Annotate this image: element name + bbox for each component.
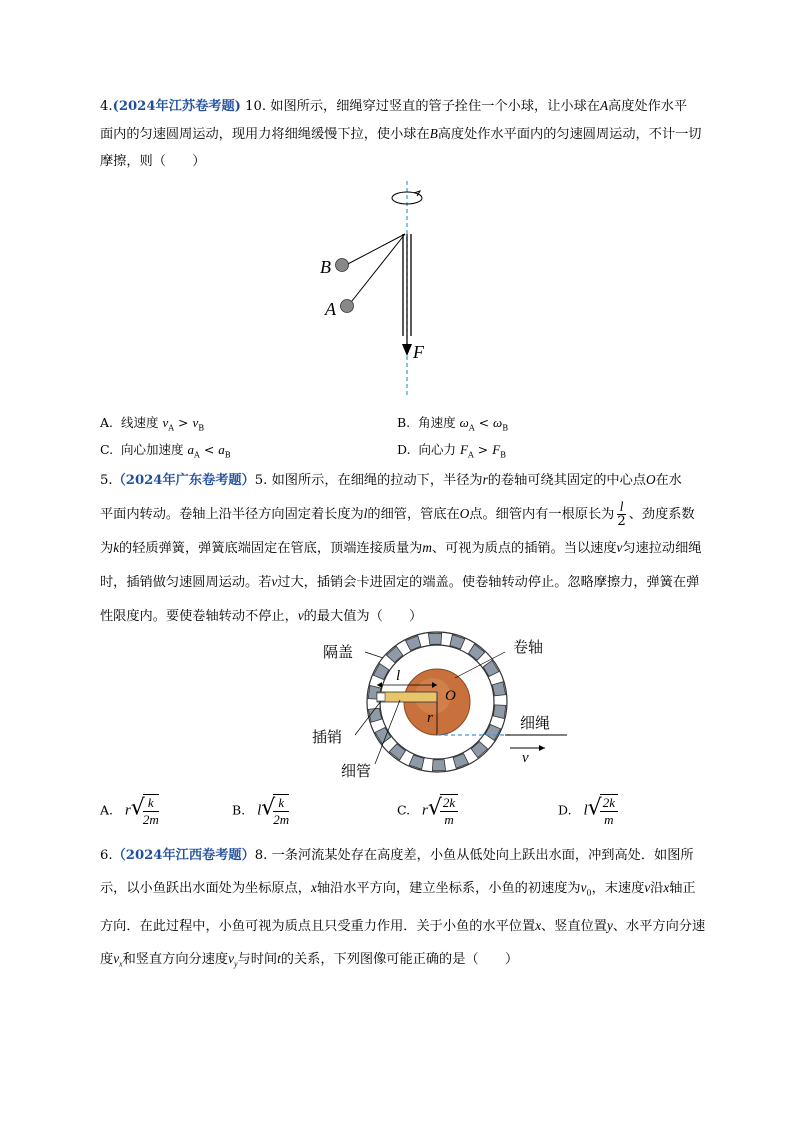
question-source: (2024年江苏卷考题): [112, 99, 241, 114]
figure-reel: [305, 630, 575, 780]
label-reel: 卷轴: [513, 638, 544, 656]
q5-option-d[interactable]: D. l√ $\frac{2k}{m}$: [558, 794, 618, 828]
question-number: 4.: [100, 99, 113, 114]
label-cover: 隔盖: [323, 643, 354, 661]
cover-tooth: [432, 760, 445, 771]
q4-option-c[interactable]: C. 向心加速度 $a_A < a_B$: [100, 442, 231, 460]
force-arrowhead: [402, 344, 412, 356]
label-tube: 细管: [341, 762, 372, 780]
q5-option-c[interactable]: C. r√ $\frac{2k}{m}$: [397, 794, 458, 828]
q5-option-a[interactable]: A. r√ $\frac{k}{2m}$: [100, 795, 159, 827]
q5-option-b[interactable]: B. l√ $\frac{k}{2m}$: [232, 795, 290, 827]
ball-B: [336, 259, 349, 272]
q4-option-d[interactable]: D. 向心力 $F_A > F_B$: [397, 442, 507, 460]
pin: [377, 693, 385, 701]
figure-ball-on-string: [300, 176, 440, 406]
cover-tooth: [493, 705, 506, 719]
label-A: A: [325, 299, 336, 319]
ball-A: [341, 300, 354, 313]
label-v: v: [522, 750, 529, 766]
question-6-stem: 6.（2024年江西卷考题）8. 一条河流某处存在高度差，小鱼从低处向上跃出水面，冲到高处．如图所 示，以小鱼跃出水面处为坐标原点，x轴沿水平方向，建立坐标系，小鱼的初速度为$v_0$，末速度v沿x轴正 方向．在此过程中，小鱼可视为质点且只受重力作用．关于小鱼的水平位置x、竖直位置y、水平方向分速 度$v_x$和竖直方向分速度$v_y$与时间t的关系，下列图像可能正确的是（ ）: [100, 848, 706, 969]
label-O: O: [445, 688, 456, 704]
label-r: r: [427, 710, 433, 726]
label-rope: 细绳: [520, 714, 551, 732]
string-A: [348, 234, 405, 306]
question-source: （2024年广东卷考题）: [112, 473, 255, 488]
question-source: （2024年江西卷考题）: [112, 848, 255, 863]
question-4-stem: 4.(2024年江苏卷考题) 10. 如图所示，细绳穿过竖直的管子拴住一个小球，让小球在A高度处作水平 面内的匀速圆周运动，现用力将细绳缓慢下拉，使小球在B高度处作水平面内的匀速圆周运动，不计一切 摩擦，则（ ）: [100, 98, 702, 169]
question-5-stem: 5.（2024年广东卷考题）5. 如图所示，在细绳的拉动下，半径为r的卷轴可绕其固定的中心点O在水 平面内转动。卷轴上沿半径方向固定着长度为l的细管，管底在O点。细管内有一根原长为 $\frac{l}{2}$ 、劲度系数 为k的轻质弹簧，弹簧底端固定在管底，顶端连接质量为m、可视为质点的插销。当以速度v匀速拉动细绳 时，插销做匀速圆周运动。若v过大，插销会卡进固定的端盖。使卷轴转动停止。忽略摩擦力，弹簧在弹 性限度内。要使卷轴转动不停止，v的最大值为（ ）: [100, 472, 702, 624]
string-B: [344, 234, 405, 266]
label-F: F: [413, 342, 424, 362]
label-l: l: [396, 668, 401, 684]
q4-option-a[interactable]: A. 线速度 $v_A > v_B$: [100, 415, 205, 433]
cover-tooth: [428, 633, 441, 644]
label-B: B: [320, 257, 331, 277]
tube: [377, 692, 437, 702]
q4-option-b[interactable]: B. 角速度 $\omega_A < \omega_B$: [397, 415, 509, 433]
label-pin: 插销: [312, 728, 343, 746]
